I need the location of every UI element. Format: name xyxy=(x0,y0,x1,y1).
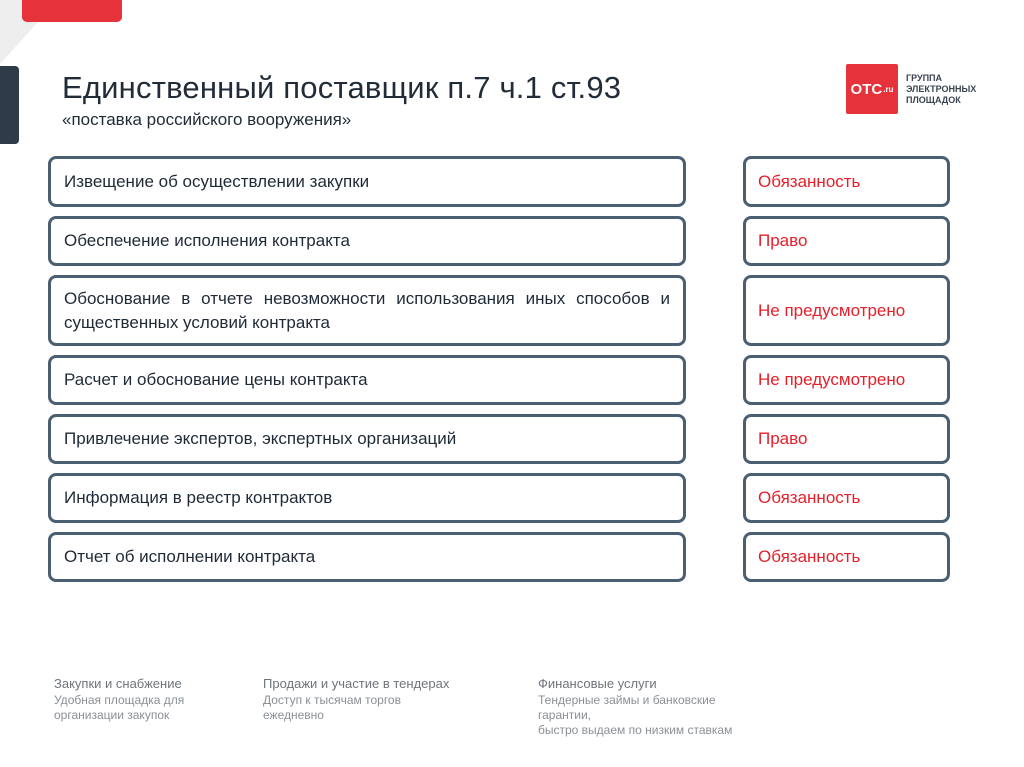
row-label: Извещение об осуществлении закупки xyxy=(48,156,686,207)
footer-column-title: Финансовые услуги xyxy=(538,676,657,691)
row-status: Не предусмотрено xyxy=(743,355,950,405)
side-dark-tab xyxy=(0,66,19,144)
row-label: Обоснование в отчете невозможности использования иных способов и существенных условий контракта xyxy=(48,275,686,346)
footer-column-title: Продажи и участие в тендерах xyxy=(263,676,450,691)
footer-column-sales xyxy=(263,676,449,723)
row-label: Расчет и обоснование цены контракта xyxy=(48,355,686,405)
row-label: Привлечение экспертов, экспертных организаций xyxy=(48,414,686,464)
logo-caption xyxy=(906,73,976,106)
row-label: Отчет об исполнении контракта xyxy=(48,532,686,582)
row-status: Обязанность xyxy=(743,532,950,582)
row-label: Обеспечение исполнения контракта xyxy=(48,216,686,266)
footer-column-desc: Удобная площадка для организации закупок xyxy=(54,693,185,722)
row-status: Право xyxy=(743,216,950,266)
logo-caption-line3: ПЛОЩАДОК xyxy=(906,94,961,105)
row-status: Право xyxy=(743,414,950,464)
row-label: Информация в реестр контрактов xyxy=(48,473,686,523)
footer-column-finance xyxy=(538,676,732,738)
row-status: Не предусмотрено xyxy=(743,275,950,346)
row-status: Обязанность xyxy=(743,473,950,523)
logo-mark xyxy=(846,64,898,114)
logo-caption-line1: ГРУППА xyxy=(906,72,943,83)
logo-caption-line2: ЭЛЕКТРОННЫХ xyxy=(906,83,977,94)
row-status: Обязанность xyxy=(743,156,950,207)
page-subtitle: «поставка российского вооружения» xyxy=(62,110,352,129)
footer-column-title: Закупки и снабжение xyxy=(54,676,182,691)
logo-mark-text: ОТС xyxy=(850,80,883,98)
footer-column-desc: Доступ к тысячам торгов ежедневно xyxy=(263,693,401,722)
company-logo xyxy=(846,64,976,114)
logo-mark-suffix: .ru xyxy=(883,84,894,94)
footer-column-procurement xyxy=(54,676,184,723)
page-title: Единственный поставщик п.7 ч.1 ст.93 xyxy=(62,70,622,105)
top-red-tab xyxy=(22,0,122,22)
footer-column-desc: Тендерные займы и банковские гарантии, быстро выдаем по низким ставкам xyxy=(538,693,733,737)
